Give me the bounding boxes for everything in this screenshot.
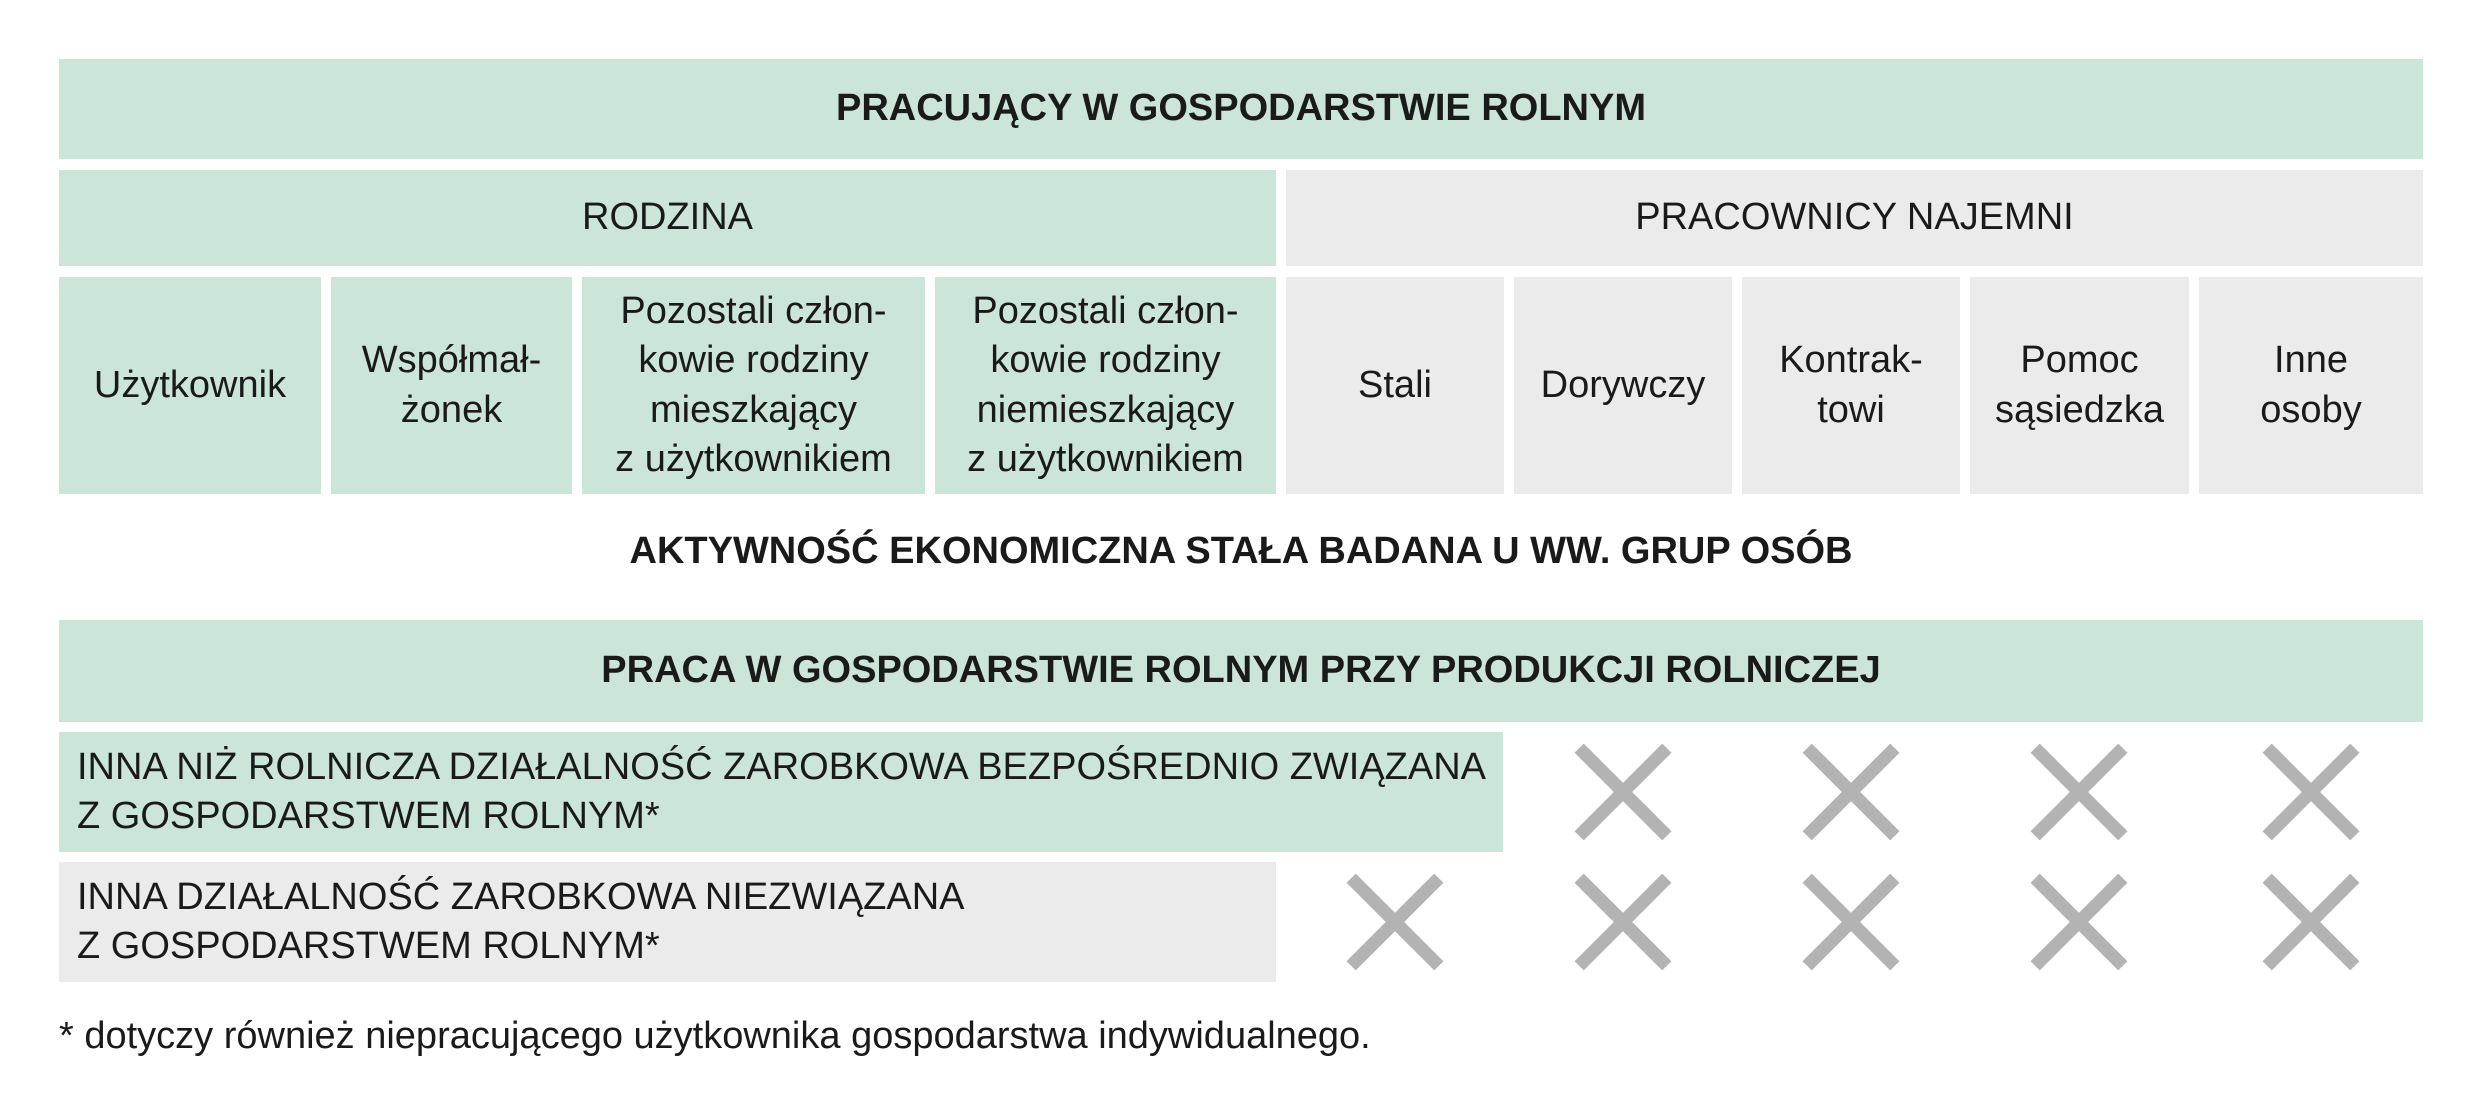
activity-unrelated-earning: INNA DZIAŁALNOŚĆ ZAROBKOWA NIEZWIĄZANA Z GOSPODARSTWEM ROLNYM*: [59, 862, 1276, 982]
cross-icon: [2031, 744, 2127, 840]
activity-farm-work: PRACA W GOSPODARSTWIE ROLNYM PRZY PRODUKCJI ROLNICZEJ: [59, 620, 2423, 722]
middle-title: AKTYWNOŚĆ EKONOMICZNA STAŁA BADANA U WW. GRUP OSÓB: [629, 530, 1853, 572]
category-contract: Kontrak- towi: [1742, 277, 1960, 494]
category-neighbour-help: Pomoc sąsiedzka: [1970, 277, 2189, 494]
hired-workers-header: PRACOWNICY NAJEMNI: [1286, 170, 2423, 266]
category-family-not-living-with-user: Pozostali człon- kowie rodziny niemieszkający z użytkownikiem: [935, 277, 1276, 494]
category-user: Użytkownik: [59, 277, 321, 494]
footnote: * dotyczy również niepracującego użytkownika gospodarstwa indywidualnego.: [59, 1015, 1371, 1057]
category-permanent: Stali: [1286, 277, 1504, 494]
cross-icon: [2263, 744, 2359, 840]
category-other-persons: Inne osoby: [2199, 277, 2423, 494]
cross-icon: [2031, 874, 2127, 970]
category-spouse: Współmał- żonek: [331, 277, 572, 494]
cross-icon: [1347, 874, 1443, 970]
cross-icon: [1575, 744, 1671, 840]
cross-icon: [1575, 874, 1671, 970]
header-title: PRACUJĄCY W GOSPODARSTWIE ROLNYM: [59, 59, 2423, 159]
category-family-living-with-user: Pozostali człon- kowie rodziny mieszkający z użytkownikiem: [582, 277, 925, 494]
family-header: RODZINA: [59, 170, 1276, 266]
category-casual: Dorywczy: [1514, 277, 1732, 494]
cross-icon: [1803, 874, 1899, 970]
cross-icon: [1803, 744, 1899, 840]
cross-icon: [2263, 874, 2359, 970]
activity-related-earning: INNA NIŻ ROLNICZA DZIAŁALNOŚĆ ZAROBKOWA BEZPOŚREDNIO ZWIĄZANA Z GOSPODARSTWEM ROLNYM*: [59, 732, 1503, 852]
